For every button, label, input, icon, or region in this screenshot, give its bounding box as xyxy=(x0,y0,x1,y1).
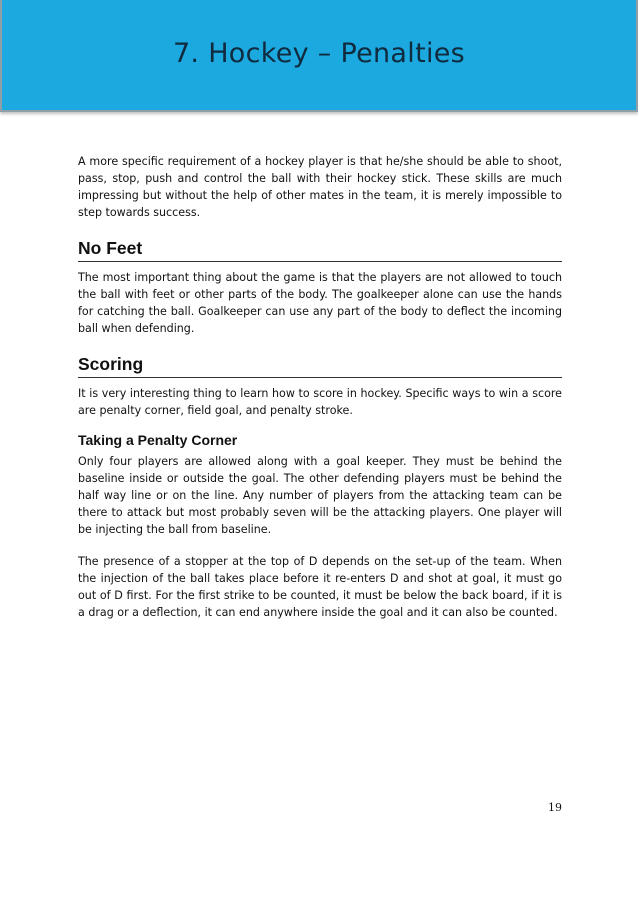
penalty-corner-paragraph-1: Only four players are allowed along with a goal keeper. They must be behind the baseline inside or outside the goal. The other defending players must be behind the half way line or on the line. Any number of players from the attacking team can be there to attack but most probably seven will be the attacking players. One player will be injecting the ball from baseline. xyxy=(78,455,562,536)
page-number: 19 xyxy=(548,801,562,814)
penalty-corner-paragraph-2: The presence of a stopper at the top of D depends on the set-up of the team. When the injection of the ball takes place before it re-enters D and shot at goal, it must go out of D first. For the first strike to be counted, it must be below the back board, if it is a drag or a deflection, it can end anywhere inside the goal and it can also be counted. xyxy=(78,555,562,619)
title-banner xyxy=(0,0,638,112)
section-heading-no-feet: No Feet xyxy=(78,238,562,262)
page-content xyxy=(78,153,562,621)
intro-paragraph: A more specific requirement of a hockey player is that he/she should be able to shoot, pass, stop, push and control the ball with their hockey stick. These skills are much impressing but without the help of other mates in the team, it is merely impossible to step towards success. xyxy=(78,155,562,219)
page-title: 7. Hockey – Penalties xyxy=(172,38,466,69)
subheading-penalty-corner: Taking a Penalty Corner xyxy=(78,432,238,448)
no-feet-paragraph: The most important thing about the game is that the players are not allowed to touch the ball with feet or other parts of the body. The goalkeeper alone can use the hands for catching the ball. Goalkeeper can use any part of the body to deflect the incoming ball when defending. xyxy=(78,271,562,335)
section-heading-scoring: Scoring xyxy=(78,354,562,378)
scoring-paragraph: It is very interesting thing to learn how to score in hockey. Specific ways to win a score are penalty corner, field goal, and penalty stroke. xyxy=(78,387,562,417)
